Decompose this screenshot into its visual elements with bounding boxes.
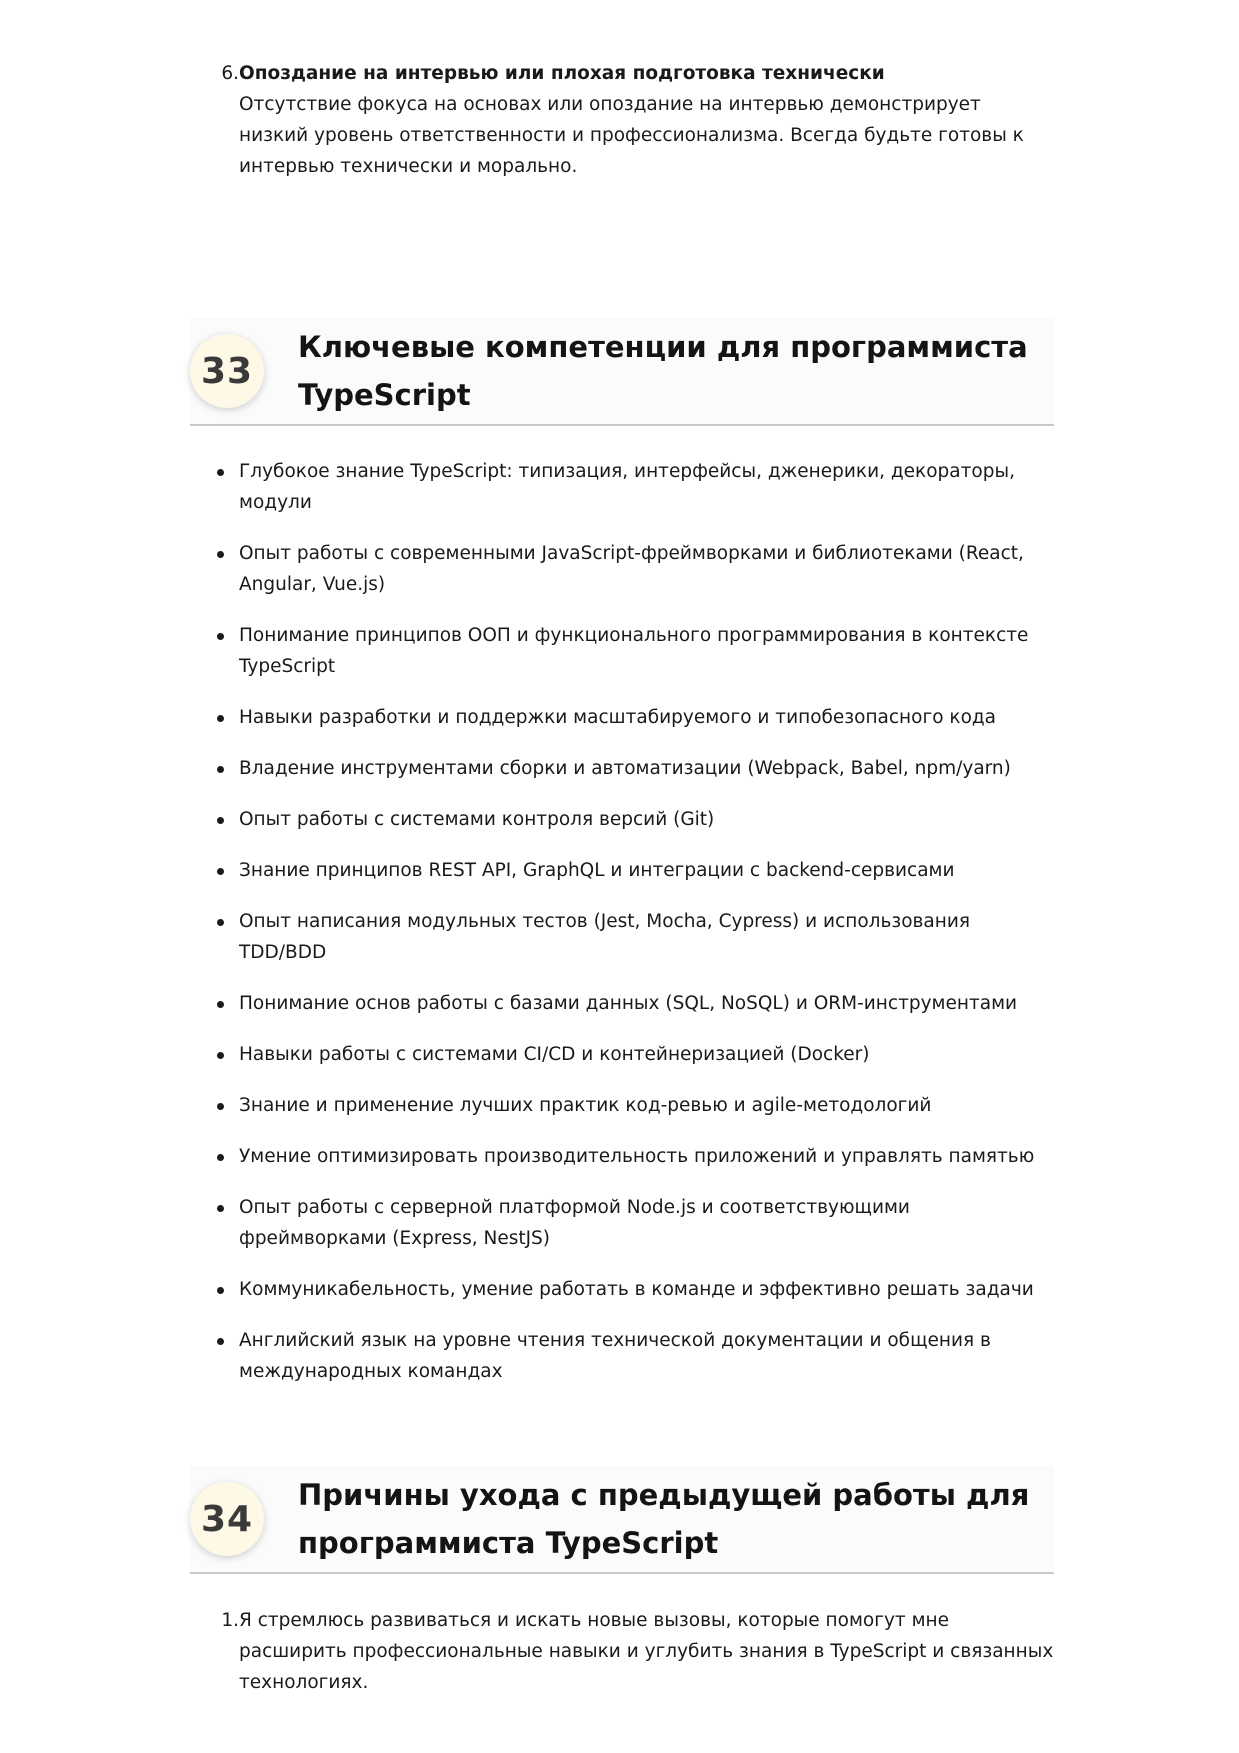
list-item-text: Я стремлюсь развиваться и искать новые вызовы, которые помогут мне расширить профессиональные навыки и углубить знания в TypeScript и связанных технологиях.: [239, 1610, 1054, 1693]
bullet-icon: [217, 1205, 224, 1212]
list-item-text: Навыки разработки и поддержки масштабируемого и типобезопасного кода: [239, 707, 997, 728]
list-item: [190, 456, 1054, 518]
list-item: [190, 906, 1054, 968]
section-number-badge: 33: [190, 334, 264, 408]
bullet-icon: [217, 817, 224, 824]
list-item-title: Опоздание на интервью или плохая подготовка технически: [239, 63, 885, 84]
list-item: [190, 1274, 1054, 1305]
list-item-number: 6.: [221, 63, 239, 84]
list-item-text: Навыки работы с системами CI/CD и контейнеризацией (Docker): [239, 1044, 870, 1065]
bullet-icon: [217, 1052, 224, 1059]
section-header-33: [190, 318, 1054, 426]
section-header-34: [190, 1466, 1054, 1574]
bullet-icon: [217, 633, 224, 640]
list-item: [190, 1039, 1054, 1070]
bullet-icon: [217, 1338, 224, 1345]
list-item-text: Отсутствие фокуса на основах или опоздание на интервью демонстрирует низкий уровень ответственности и профессионализма. Всегда будьте готовы к интервью технически и морально.: [239, 94, 1024, 177]
list-item: [190, 620, 1054, 682]
bullet-icon: [217, 1001, 224, 1008]
list-item: [190, 1141, 1054, 1172]
bullet-icon: [217, 766, 224, 773]
list-item-text: Опыт работы с современными JavaScript-фреймворками и библиотеками (React, Angular, Vue.js): [239, 543, 1024, 595]
list-item-text: Владение инструментами сборки и автоматизации (Webpack, Babel, npm/yarn): [239, 758, 1011, 779]
bullet-icon: [217, 469, 224, 476]
list-item: [190, 1605, 1054, 1698]
section-number-badge: 34: [190, 1482, 264, 1556]
list-item-text: Опыт написания модульных тестов (Jest, Mocha, Cypress) и использования TDD/BDD: [239, 911, 971, 963]
list-item: [190, 988, 1054, 1019]
list-item-text: Понимание принципов ООП и функционального программирования в контексте TypeScript: [239, 625, 1029, 677]
list-item: [190, 538, 1054, 600]
list-item: [190, 58, 1054, 182]
list-item: [190, 1192, 1054, 1254]
list-item-text: Умение оптимизировать производительность приложений и управлять памятью: [239, 1146, 1035, 1167]
list-item-text: Опыт работы с серверной платформой Node.js и соответствующими фреймворками (Express, NestJS): [239, 1197, 910, 1249]
competencies-list: [190, 456, 1054, 1407]
bullet-icon: [217, 715, 224, 722]
section-title: Причины ухода с предыдущей работы для программиста TypeScript: [298, 1478, 1030, 1560]
bullet-icon: [217, 1287, 224, 1294]
list-item-text: Знание принципов REST API, GraphQL и интеграции с backend-сервисами: [239, 860, 955, 881]
list-item-text: Английский язык на уровне чтения технической документации и общения в международных командах: [239, 1330, 991, 1382]
list-item-number: 1.: [221, 1610, 239, 1631]
list-item-text: Знание и применение лучших практик код-ревью и agile-методологий: [239, 1095, 932, 1116]
bullet-icon: [217, 919, 224, 926]
list-item: [190, 855, 1054, 886]
bullet-icon: [217, 551, 224, 558]
section-title: Ключевые компетенции для программиста TypeScript: [298, 330, 1028, 412]
list-item: [190, 753, 1054, 784]
list-item: [190, 1090, 1054, 1121]
list-item-text: Глубокое знание TypeScript: типизация, интерфейсы, дженерики, декораторы, модули: [239, 461, 1015, 513]
bullet-icon: [217, 868, 224, 875]
list-item-text: Опыт работы с системами контроля версий (Git): [239, 809, 715, 830]
list-item: [190, 1325, 1054, 1387]
list-item-text: Коммуникабельность, умение работать в команде и эффективно решать задачи: [239, 1279, 1034, 1300]
list-item: [190, 702, 1054, 733]
bullet-icon: [217, 1103, 224, 1110]
list-item: [190, 804, 1054, 835]
bullet-icon: [217, 1154, 224, 1161]
list-item-text: Понимание основ работы с базами данных (SQL, NoSQL) и ORM-инструментами: [239, 993, 1018, 1014]
